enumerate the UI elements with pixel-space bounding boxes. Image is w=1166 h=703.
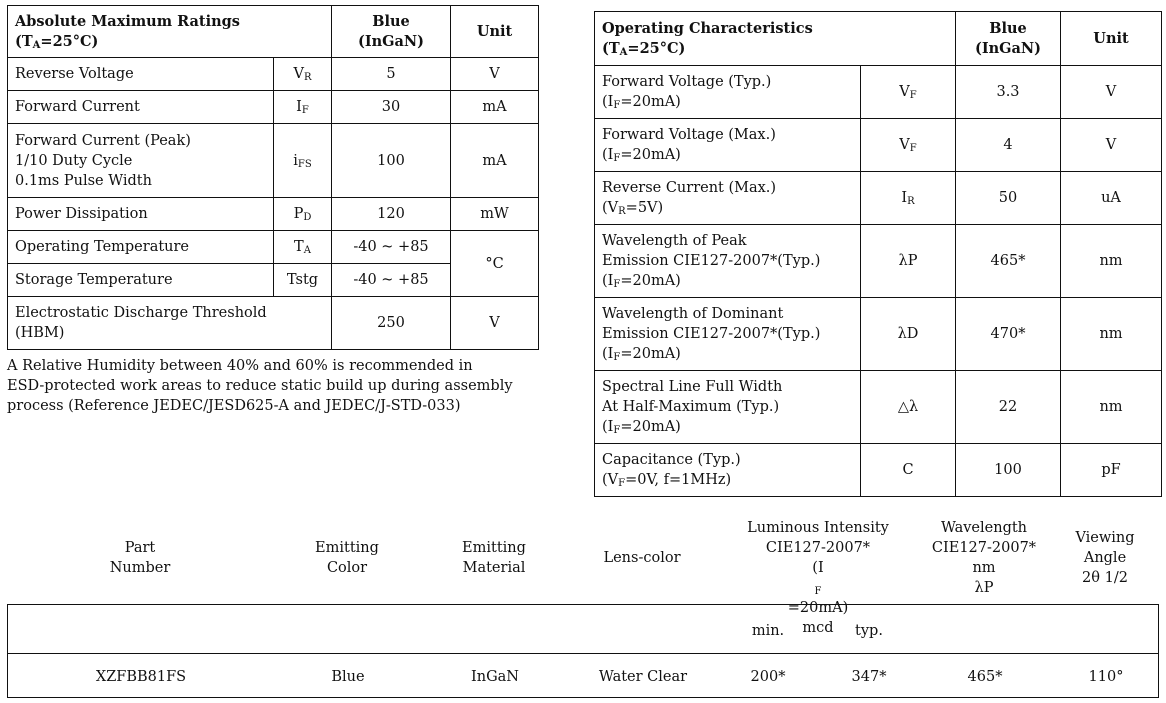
lens-color-value: Water Clear — [598, 669, 688, 685]
luminous-min-value: 200* — [750, 669, 786, 685]
row-divider — [8, 653, 1158, 654]
abs-row — [8, 91, 539, 124]
op-header-row — [595, 12, 1162, 66]
header-emitting-color: Emitting Color — [315, 540, 379, 576]
op-col-blue: Blue (InGaN) — [956, 12, 1061, 66]
unit: V — [451, 58, 539, 91]
symbol: $I_R$ — [861, 172, 956, 225]
unit: pF — [1061, 444, 1162, 497]
symbol: λP — [861, 225, 956, 298]
op-title: Operating Characteristics — [602, 19, 813, 37]
symbol: $V_R$ — [274, 58, 332, 91]
unit: V — [1061, 119, 1162, 172]
abs-header-row — [8, 6, 539, 58]
value: 30 — [332, 91, 451, 124]
op-row — [595, 172, 1162, 225]
symbol: $P_D$ — [274, 198, 332, 231]
value: 5 — [332, 58, 451, 91]
symbol: $i_{FS}$ — [274, 124, 332, 198]
op-row — [595, 444, 1162, 497]
value: 100 — [332, 124, 451, 198]
unit: mA — [451, 91, 539, 124]
symbol: $T_A$ — [274, 231, 332, 264]
param-label: Power Dissipation — [8, 198, 274, 231]
value: 4 — [956, 119, 1061, 172]
emitting-color-value: Blue — [331, 669, 365, 685]
param-label: Spectral Line Full Width At Half-Maximum (Typ.) $(I_F=20mA)$ — [595, 371, 861, 444]
param-label: Storage Temperature — [8, 264, 274, 297]
value: 22 — [956, 371, 1061, 444]
symbol: △λ — [861, 371, 956, 444]
value: 50 — [956, 172, 1061, 225]
absolute-max-ratings-table — [7, 5, 539, 350]
unit: °C — [451, 231, 539, 297]
subheader-typ: typ. — [855, 623, 883, 639]
header-wavelength: Wavelength CIE127-2007* nm λP — [931, 520, 1037, 596]
abs-col-unit: Unit — [451, 6, 539, 58]
abs-col-blue: Blue (InGaN) — [332, 6, 451, 58]
subheader-min: min. — [751, 623, 785, 639]
value: 120 — [332, 198, 451, 231]
emitting-material-value: InGaN — [471, 669, 519, 685]
op-condition: $(T_A=25^\circ C)$ — [602, 39, 686, 58]
value: 100 — [956, 444, 1061, 497]
param-label: Reverse Voltage — [8, 58, 274, 91]
symbol: $I_F$ — [274, 91, 332, 124]
abs-row — [8, 231, 539, 264]
unit: mW — [451, 198, 539, 231]
param-label: Reverse Current (Max.) $(V_R=5V)$ — [595, 172, 861, 225]
luminous-typ-value: 347* — [851, 669, 887, 685]
param-label: Wavelength of Peak Emission CIE127-2007*(Typ.) $(I_F=20mA)$ — [595, 225, 861, 298]
param-label: Forward Voltage (Max.) $(I_F=20mA)$ — [595, 119, 861, 172]
param-label: Electrostatic Discharge Threshold (HBM) — [8, 297, 332, 350]
value: 250 — [332, 297, 451, 350]
symbol: λD — [861, 298, 956, 371]
symbol: Tstg — [274, 264, 332, 297]
unit: V — [451, 297, 539, 350]
op-row — [595, 371, 1162, 444]
header-luminous-intensity: Luminous Intensity CIE127-2007* (I $_F$ =20mA) mcd — [747, 520, 889, 636]
value: -40 ~ +85 — [332, 264, 451, 297]
unit: uA — [1061, 172, 1162, 225]
symbol: $V_F$ — [861, 119, 956, 172]
param-label: Forward Current (Peak) 1/10 Duty Cycle 0.1ms Pulse Width — [8, 124, 274, 198]
param-label: Wavelength of Dominant Emission CIE127-2007*(Typ.) $(I_F=20mA)$ — [595, 298, 861, 371]
value: 470* — [956, 298, 1061, 371]
abs-row — [8, 297, 539, 350]
op-row — [595, 66, 1162, 119]
header-viewing-angle: Viewing Angle 2θ 1/2 — [1075, 530, 1135, 586]
part-number-table — [7, 604, 1159, 698]
abs-row — [8, 124, 539, 198]
wavelength-value: 465* — [967, 669, 1003, 685]
abs-title: Absolute Maximum Ratings — [15, 12, 240, 30]
header-lens-color: Lens-color — [603, 550, 681, 566]
unit: nm — [1061, 371, 1162, 444]
unit: nm — [1061, 298, 1162, 371]
op-row — [595, 225, 1162, 298]
abs-row — [8, 198, 539, 231]
abs-row — [8, 58, 539, 91]
unit: mA — [451, 124, 539, 198]
humidity-note: A Relative Humidity between 40% and 60% is recommended in ESD-protected work areas to reduce static build up during assembly process (Reference JEDEC/JESD625-A and JEDEC/J-STD-033) — [7, 358, 513, 414]
op-row — [595, 298, 1162, 371]
value: -40 ~ +85 — [332, 231, 451, 264]
operating-characteristics-table — [594, 11, 1162, 497]
param-label: Forward Current — [8, 91, 274, 124]
op-title-cell — [595, 12, 956, 66]
param-label: Forward Voltage (Typ.) $(I_F=20mA)$ — [595, 66, 861, 119]
abs-condition: $(T_A=25^\circ C)$ — [15, 32, 99, 51]
value: 3.3 — [956, 66, 1061, 119]
viewing-angle-value: 110° — [1088, 669, 1124, 685]
unit: V — [1061, 66, 1162, 119]
param-label: Capacitance (Typ.) ($V_F=0V$, f=1MHz) — [595, 444, 861, 497]
header-emitting-material: Emitting Material — [462, 540, 526, 576]
value: 465* — [956, 225, 1061, 298]
symbol: $V_F$ — [861, 66, 956, 119]
part-number-value: XZFBB81FS — [95, 669, 187, 685]
op-col-unit: Unit — [1061, 12, 1162, 66]
op-row — [595, 119, 1162, 172]
header-part-number: Part Number — [109, 540, 171, 576]
abs-title-cell — [8, 6, 332, 58]
symbol: C — [861, 444, 956, 497]
param-label: Operating Temperature — [8, 231, 274, 264]
unit: nm — [1061, 225, 1162, 298]
